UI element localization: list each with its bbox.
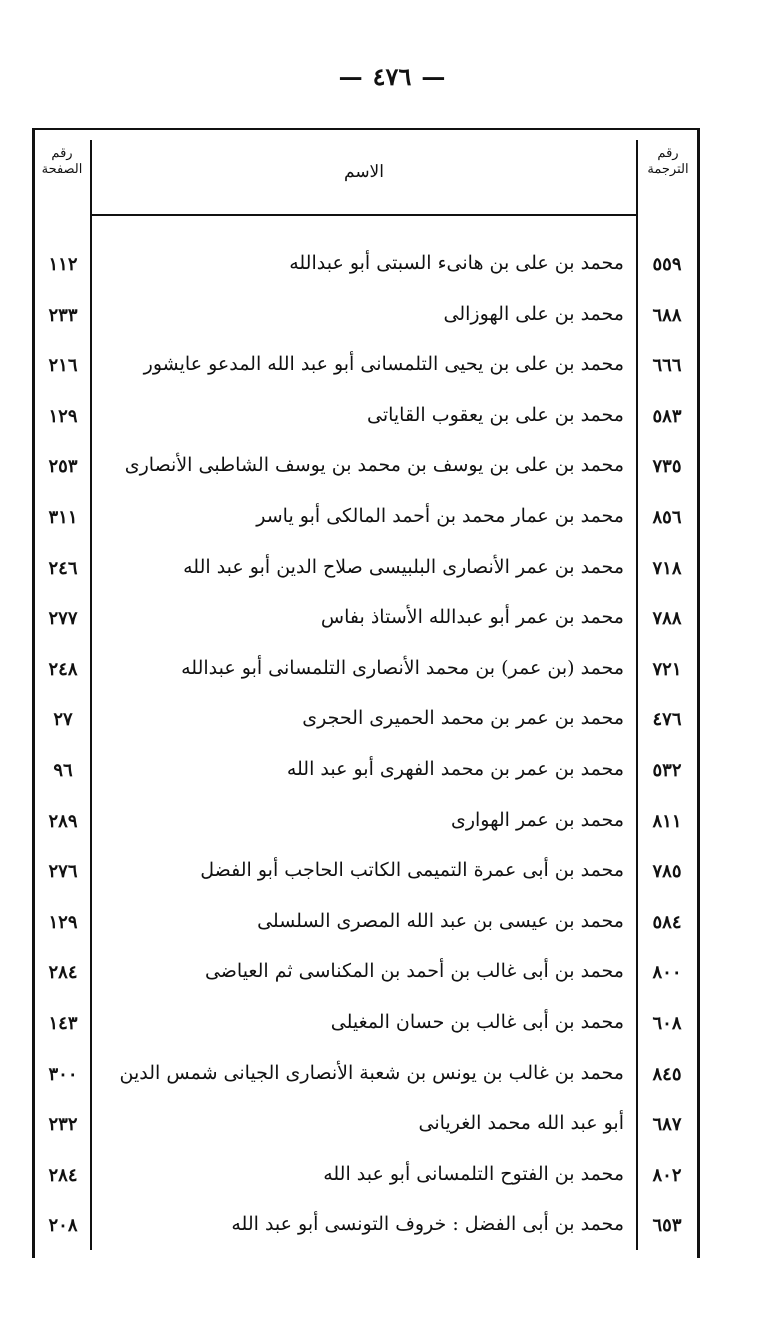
translation-number-cell: ٦٥٣ — [652, 1215, 682, 1237]
table-top-border — [32, 128, 700, 130]
page-number-cell: ١١٢ — [48, 254, 78, 275]
table-row — [32, 853, 700, 904]
page-number — [0, 62, 784, 91]
translation-number-cell: ٥٣٢ — [652, 759, 682, 781]
translation-number-cell: ٨٠٠ — [652, 962, 682, 984]
name-cell: أبو عبد الله محمد الغريانى — [418, 1112, 624, 1135]
name-cell: محمد بن عمر أبو عبدالله الأستاذ بفاس — [320, 606, 624, 629]
name-cell: محمد بن أبى غالب بن حسان المغيلى — [330, 1010, 624, 1033]
page-number-cell: ٢٧ — [53, 709, 73, 731]
name-cell: محمد (بن عمر) بن محمد الأنصارى التلمسانى أبو عبدالله — [181, 656, 624, 679]
table-row — [32, 246, 700, 297]
translation-number-cell: ٨٥٦ — [652, 506, 682, 528]
name-cell: محمد بن عمار محمد بن أحمد المالكى أبو ياسر — [256, 504, 624, 527]
translation-number-cell: ٦٦٦ — [652, 355, 682, 377]
table-row — [32, 600, 700, 651]
dash-right: — — [338, 62, 363, 91]
page-number-cell: ٢٠٨ — [48, 1215, 78, 1237]
translation-number-cell: ٧٨٥ — [652, 861, 682, 883]
page-column-header: رقم الصفحة — [41, 146, 83, 177]
translation-number-cell: ٧٣٥ — [652, 456, 682, 478]
translation-number-cell: ٥٨٤ — [652, 911, 682, 933]
translation-column-header: رقم الترجمة — [647, 146, 689, 177]
table-row — [32, 1106, 700, 1157]
translation-number-cell: ٧١٨ — [652, 557, 682, 579]
name-cell: محمد بن عيسى بن عبد الله المصرى السلسلى — [257, 909, 624, 932]
table-row — [32, 499, 700, 550]
table-body — [32, 246, 700, 1258]
name-cell: محمد بن أبى الفضل : خروف التونسى أبو عبد الله — [231, 1213, 624, 1236]
name-cell: محمد بن على بن يوسف بن محمد بن يوسف الشاطبى الأنصارى — [124, 454, 624, 477]
translation-number-cell: ٦٨٧ — [652, 1114, 682, 1136]
table-row — [32, 701, 700, 752]
name-cell: محمد بن أبى عمرة التميمى الكاتب الحاجب أبو الفضل — [200, 859, 624, 882]
page-number-cell: ٢٤٦ — [48, 557, 78, 579]
name-cell: محمد بن غالب بن يونس بن شعبة الأنصارى الجيانى شمس الدين — [119, 1061, 624, 1084]
page-number-cell: ٢٤٨ — [48, 658, 78, 680]
page-number-cell: ٢٨٤ — [48, 1164, 78, 1186]
page-number-cell: ٩٦ — [53, 759, 73, 781]
translation-number-cell: ٦٠٨ — [652, 1012, 682, 1034]
name-cell: محمد بن على الهوزالى — [443, 302, 624, 325]
name-cell: محمد بن على بن يحيى التلمسانى أبو عبد الله المدعو عايشور — [143, 353, 624, 376]
page-number-cell: ٢٨٤ — [48, 962, 78, 984]
table-row — [32, 752, 700, 803]
translation-number-cell: ٨٤٥ — [652, 1063, 682, 1085]
page-number-cell: ١٢٩ — [48, 405, 78, 427]
table-row — [32, 904, 700, 955]
header-divider — [92, 214, 638, 216]
name-cell: محمد بن أبى غالب بن أحمد بن المكناسى ثم العياضى — [204, 960, 624, 983]
name-cell: محمد بن عمر الأنصارى البلبيسى صلاح الدين أبو عبد الله — [183, 555, 624, 578]
table-row — [32, 1005, 700, 1056]
index-table — [32, 128, 700, 1258]
table-row — [32, 803, 700, 854]
name-cell: محمد بن عمر الهوارى — [450, 808, 624, 831]
translation-number-cell: ٦٨٨ — [652, 304, 682, 326]
name-cell: محمد بن عمر بن محمد الحميرى الحجرى — [302, 707, 624, 730]
table-row — [32, 550, 700, 601]
translation-number-cell: ٧٢١ — [652, 658, 682, 680]
page-number-cell: ٢١٦ — [48, 355, 78, 377]
table-row — [32, 398, 700, 449]
name-column-header: الاسم — [344, 162, 384, 182]
translation-number-cell: ٤٧٦ — [652, 709, 682, 731]
translation-number-cell: ٥٨٣ — [652, 405, 682, 427]
table-row — [32, 1157, 700, 1208]
page-number-cell: ٢٧٦ — [48, 861, 78, 883]
name-cell: محمد بن على بن يعقوب القاياتى — [366, 403, 624, 426]
table-row — [32, 347, 700, 398]
table-row — [32, 1207, 700, 1258]
table-row — [32, 1056, 700, 1107]
page-number-cell: ٢٨٩ — [48, 810, 78, 832]
table-row — [32, 954, 700, 1005]
dash-left: — — [421, 62, 446, 91]
page-number-cell: ٣١١ — [48, 506, 78, 528]
name-cell: محمد بن الفتوح التلمسانى أبو عبد الله — [323, 1162, 624, 1185]
table-row — [32, 651, 700, 702]
page-number-cell: ٢٣٢ — [48, 1114, 78, 1136]
page-number-cell: ١٢٩ — [48, 911, 78, 933]
page-number-cell: ٢٧٧ — [48, 608, 78, 630]
name-cell: محمد بن عمر بن محمد الفهرى أبو عبد الله — [286, 757, 624, 780]
page-number-cell: ٢٥٣ — [48, 456, 78, 478]
page-number-value: ٤٧٦ — [372, 62, 412, 91]
translation-number-cell: ٨١١ — [652, 810, 682, 832]
table-row — [32, 297, 700, 348]
translation-number-cell: ٨٠٢ — [652, 1164, 682, 1186]
translation-number-cell: ٥٥٩ — [652, 254, 682, 275]
table-row — [32, 448, 700, 499]
name-cell: محمد بن على بن هانىء السبتى أبو عبدالله — [289, 252, 624, 274]
translation-number-cell: ٧٨٨ — [652, 608, 682, 630]
page-number-cell: ٣٠٠ — [48, 1063, 78, 1085]
page-number-cell: ١٤٣ — [48, 1012, 78, 1034]
page-number-cell: ٢٣٣ — [48, 304, 78, 326]
